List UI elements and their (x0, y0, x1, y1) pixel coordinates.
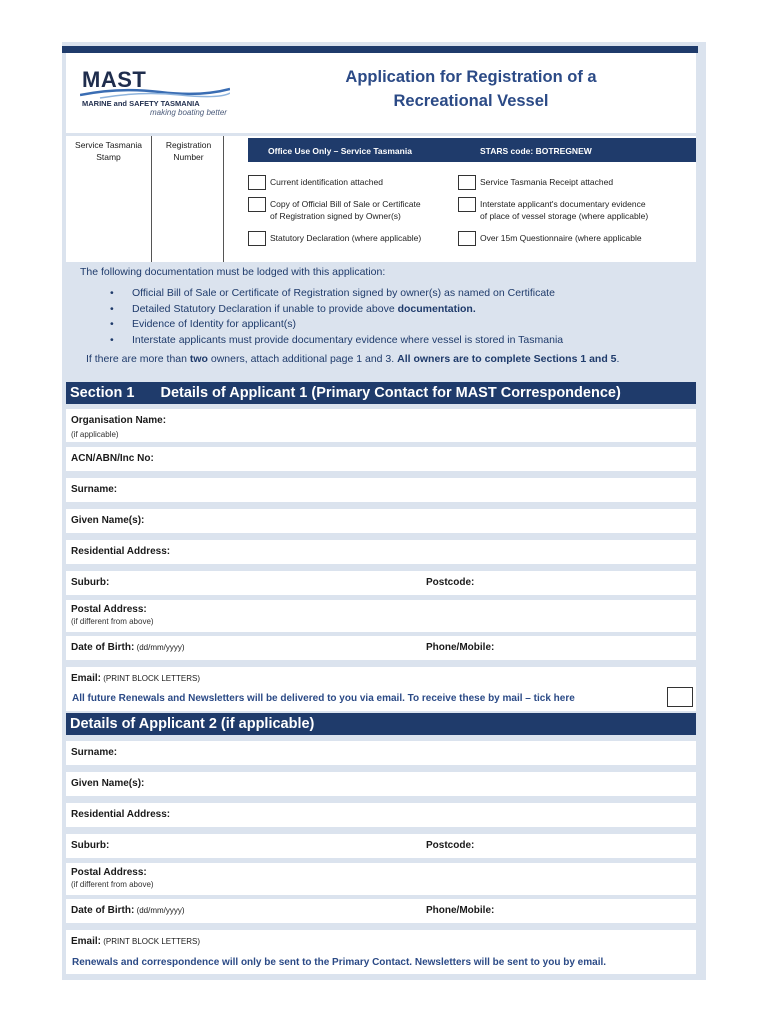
reg-label-2: Number (173, 152, 204, 162)
form-header (66, 53, 696, 133)
given-names-field[interactable] (66, 772, 696, 796)
list-item-text: Detailed Statutory Declaration if unable to provide above (132, 302, 398, 315)
field-label: Date of Birth: (71, 642, 135, 653)
field-label: Organisation Name: (71, 415, 167, 426)
surname-field[interactable] (66, 741, 696, 765)
field-label: Residential Address: (71, 546, 171, 557)
field-label: Postal Address: (71, 604, 147, 615)
top-accent-bar (62, 46, 698, 53)
check-label-2: of Registration signed by Owner(s) (270, 211, 401, 221)
renewal-note: All future Renewals and Newsletters will be delivered to you via email. To receive these by mail – tick here (72, 693, 575, 704)
stars-code: STARS code: BOTREGNEW (480, 146, 592, 156)
field-label: Given Name(s): (71, 778, 145, 789)
registration-number-box (154, 136, 224, 262)
list-item: • Evidence of Identity for applicant(s) (110, 317, 563, 333)
field-label: Email: (71, 673, 102, 684)
check-label: Statutory Declaration (where applicable) (270, 233, 422, 243)
mast-logo (80, 67, 230, 127)
field-label: Email: (71, 936, 102, 947)
logo-tagline: making boating better (150, 108, 227, 117)
field-label: Suburb: (71, 840, 110, 851)
intro-lead: The following documentation must be lodged with this application: (80, 266, 386, 278)
check-label: Service Tasmania Receipt attached (480, 177, 614, 187)
title-line-2: Recreational Vessel (393, 92, 549, 110)
office-use-bar (248, 138, 696, 162)
wave-icon (80, 87, 230, 99)
field-label: Suburb: (71, 577, 110, 588)
field-format: (PRINT BLOCK LETTERS) (101, 674, 200, 683)
owners-text-2: owners, attach additional page 1 and 3. (207, 353, 398, 365)
suburb-postcode-field[interactable] (66, 834, 696, 858)
correspondence-note: Renewals and correspondence will only be sent to the Primary Contact. Newsletters will be sent to you by email. (72, 957, 607, 968)
owners-bold: two (189, 353, 208, 365)
check-label: Interstate applicant's documentary evidence (480, 199, 646, 209)
field-label: Surname: (71, 747, 118, 758)
field-label: Residential Address: (71, 809, 171, 820)
owners-text: If there are more than (86, 353, 190, 365)
residential-address-field[interactable] (66, 540, 696, 564)
logo-subtitle: MARINE and SAFETY TASMANIA (82, 99, 200, 108)
section-2-header (66, 713, 696, 735)
field-format: (PRINT BLOCK LETTERS) (101, 937, 200, 946)
checkbox[interactable] (458, 231, 476, 246)
list-item: • Official Bill of Sale or Certificate of Registration signed by owner(s) as named on Certificate (110, 286, 563, 302)
stamp-box (66, 136, 152, 262)
field-label-2: Postcode: (426, 577, 475, 588)
form-title (301, 65, 641, 113)
check-label: Over 15m Questionnaire (where applicable (480, 233, 642, 243)
section-number: Section 1 (70, 385, 135, 401)
field-label-2: Phone/Mobile: (426, 642, 495, 653)
stamp-label: Service Tasmania (75, 140, 142, 150)
documentation-list (110, 286, 563, 349)
checkbox[interactable] (458, 197, 476, 212)
field-sublabel: (if different from above) (71, 617, 154, 626)
stamp-label-2: Stamp (96, 152, 121, 162)
field-label: Given Name(s): (71, 515, 145, 526)
postal-address-field[interactable] (66, 600, 696, 632)
section-title: Details of Applicant 1 (Primary Contact for MAST Correspondence) (160, 385, 621, 401)
field-sublabel: (if different from above) (71, 880, 154, 889)
reg-label: Registration (165, 140, 212, 150)
surname-field[interactable] (66, 478, 696, 502)
checkbox[interactable] (458, 175, 476, 190)
mail-tick-checkbox[interactable] (667, 687, 693, 707)
dob-phone-field[interactable] (66, 899, 696, 923)
list-item-bold: documentation. (397, 302, 476, 315)
title-line-1: Application for Registration of a (345, 68, 597, 86)
owners-note (86, 353, 619, 365)
field-label: Surname: (71, 484, 118, 495)
acn-field[interactable] (66, 447, 696, 471)
checkbox[interactable] (248, 197, 266, 212)
owners-bold-2: All owners are to complete Sections 1 and 5 (397, 353, 617, 365)
list-item: • Interstate applicants must provide documentary evidence where vessel is stored in Tasmania (110, 333, 563, 349)
check-label: Current identification attached (270, 177, 383, 187)
office-use-block (66, 136, 696, 262)
residential-address-field[interactable] (66, 803, 696, 827)
field-sublabel: (if applicable) (71, 430, 119, 439)
owners-text-3: . (616, 353, 620, 365)
organisation-name-field[interactable] (66, 409, 696, 442)
field-label-2: Phone/Mobile: (426, 905, 495, 916)
logo-text: MAST (82, 67, 147, 92)
field-label-2: Postcode: (426, 840, 475, 851)
field-format: (dd/mm/yyyy) (134, 906, 185, 915)
suburb-postcode-field[interactable] (66, 571, 696, 595)
checkbox[interactable] (248, 175, 266, 190)
section-title: Details of Applicant 2 (if applicable) (70, 716, 315, 732)
field-label: ACN/ABN/Inc No: (71, 453, 154, 464)
email-field[interactable] (66, 667, 696, 711)
field-label: Date of Birth: (71, 905, 135, 916)
check-label-2: of place of vessel storage (where applicable) (480, 211, 649, 221)
checkbox[interactable] (248, 231, 266, 246)
office-use-label: Office Use Only – Service Tasmania (268, 146, 412, 156)
field-format: (dd/mm/yyyy) (134, 643, 185, 652)
postal-address-field[interactable] (66, 863, 696, 895)
given-names-field[interactable] (66, 509, 696, 533)
dob-phone-field[interactable] (66, 636, 696, 660)
field-label: Postal Address: (71, 867, 147, 878)
list-item (110, 302, 563, 318)
check-label: Copy of Official Bill of Sale or Certificate (270, 199, 421, 209)
section-1-header (66, 382, 696, 404)
